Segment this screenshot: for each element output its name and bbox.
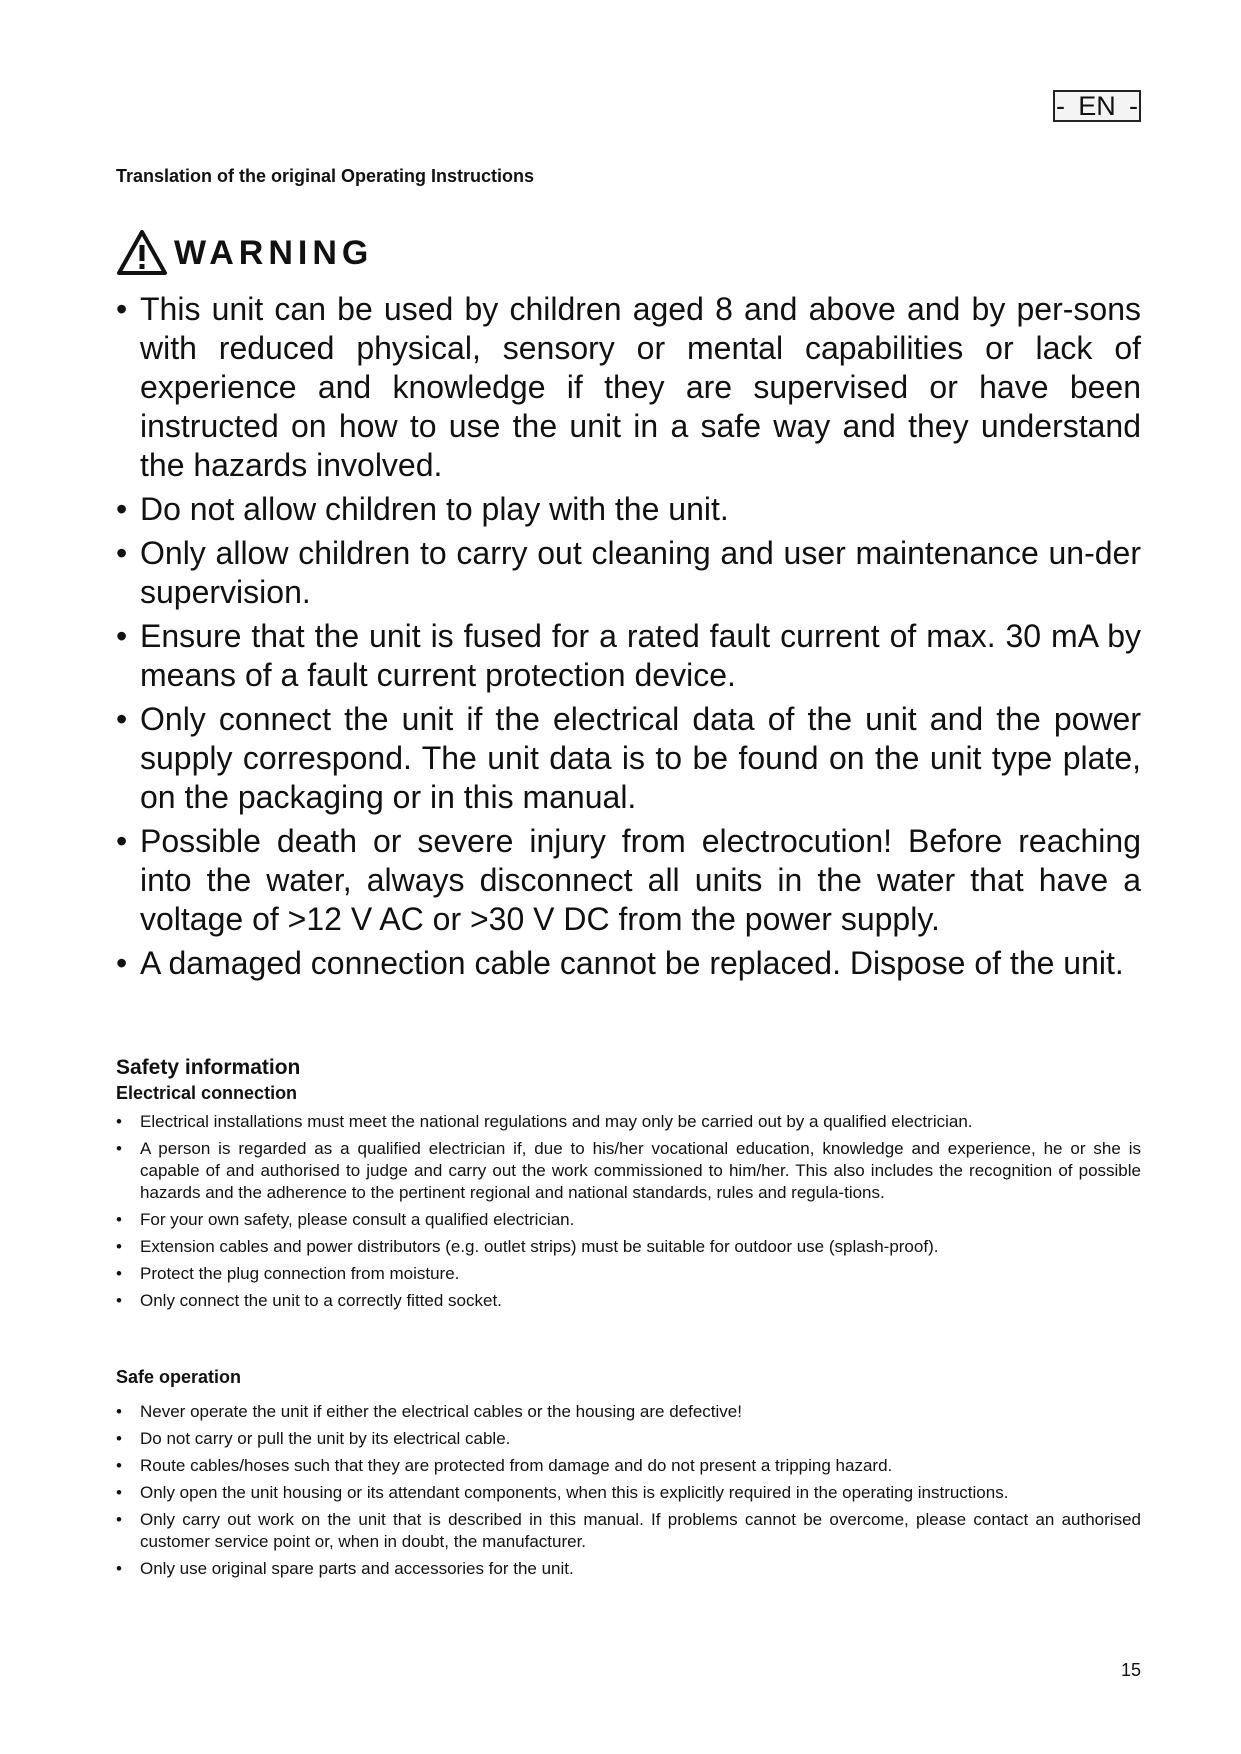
safe-operation-section — [116, 1365, 1141, 1585]
language-code: EN — [1078, 91, 1116, 121]
list-item: • Do not carry or pull the unit by its electrical cable. — [116, 1428, 1141, 1450]
safe-operation-title: Safe operation — [116, 1367, 242, 1387]
list-item: • Electrical installations must meet the national regulations and may only be carried out by a qualified electrician. — [116, 1111, 1141, 1133]
safe-operation-list — [116, 1401, 1141, 1580]
warning-heading — [116, 228, 373, 278]
warning-list — [116, 290, 1141, 988]
list-item: • Protect the plug connection from moisture. — [116, 1263, 1141, 1285]
list-item: • For your own safety, please consult a qualified electrician. — [116, 1209, 1141, 1231]
list-item: • Never operate the unit if either the electrical cables or the housing are defective! — [116, 1401, 1141, 1423]
list-item: • Only use original spare parts and accessories for the unit. — [116, 1558, 1141, 1580]
document-subtitle: Translation of the original Operating Instructions — [116, 166, 535, 186]
safety-information-title: Safety information — [116, 1056, 301, 1079]
list-item: • Only carry out work on the unit that is described in this manual. If problems cannot be overcome, please contact an authorised customer service point or, when in doubt, the manufacturer. — [116, 1509, 1141, 1553]
page-number: 15 — [1121, 1660, 1142, 1680]
warning-item: • A damaged connection cable cannot be replaced. Dispose of the unit. — [116, 944, 1141, 983]
safety-electrical-section — [116, 1055, 1141, 1317]
language-tag-left-dash: - — [1056, 91, 1065, 121]
language-tag — [1053, 90, 1141, 122]
warning-item: • Only connect the unit if the electrical data of the unit and the power supply correspond. The unit data is to be found on the unit type plate, on the packaging or in this manual. — [116, 700, 1141, 817]
electrical-connection-list — [116, 1111, 1141, 1312]
warning-item: • Possible death or severe injury from electrocution! Before reaching into the water, always disconnect all units in the water that have a voltage of >12 V AC or >30 V DC from the power supply. — [116, 822, 1141, 939]
warning-title: WARNING — [174, 233, 374, 272]
list-item: • Extension cables and power distributors (e.g. outlet strips) must be suitable for outdoor use (splash-proof). — [116, 1236, 1141, 1258]
list-item: • Only open the unit housing or its attendant components, when this is explicitly required in the operating instructions. — [116, 1482, 1141, 1504]
language-tag-right-dash: - — [1128, 91, 1138, 121]
warning-item: • Ensure that the unit is fused for a rated fault current of max. 30 mA by means of a fault current protection device. — [116, 617, 1141, 695]
warning-triangle-icon — [116, 229, 168, 277]
list-item: • Only connect the unit to a correctly fitted socket. — [116, 1290, 1141, 1312]
warning-item: • This unit can be used by children aged 8 and above and by per-sons with reduced physical, sensory or mental capabilities or lack of experience and knowledge if they are supervised or have been instructed on how to use the unit in a safe way and they understand the hazards involved. — [116, 290, 1141, 485]
list-item: • A person is regarded as a qualified electrician if, due to his/her vocational education, knowledge and experience, he or she is capable of and authorised to judge and carry out the work commissioned to him/her. This also includes the recognition of possible hazards and the adherence to the pertinent regional and national standards, rules and regula-tions. — [116, 1138, 1141, 1204]
electrical-connection-title: Electrical connection — [116, 1083, 298, 1103]
warning-item: • Only allow children to carry out cleaning and user maintenance un-der supervision. — [116, 534, 1141, 612]
warning-item: • Do not allow children to play with the unit. — [116, 490, 1141, 529]
list-item: • Route cables/hoses such that they are protected from damage and do not present a tripping hazard. — [116, 1455, 1141, 1477]
